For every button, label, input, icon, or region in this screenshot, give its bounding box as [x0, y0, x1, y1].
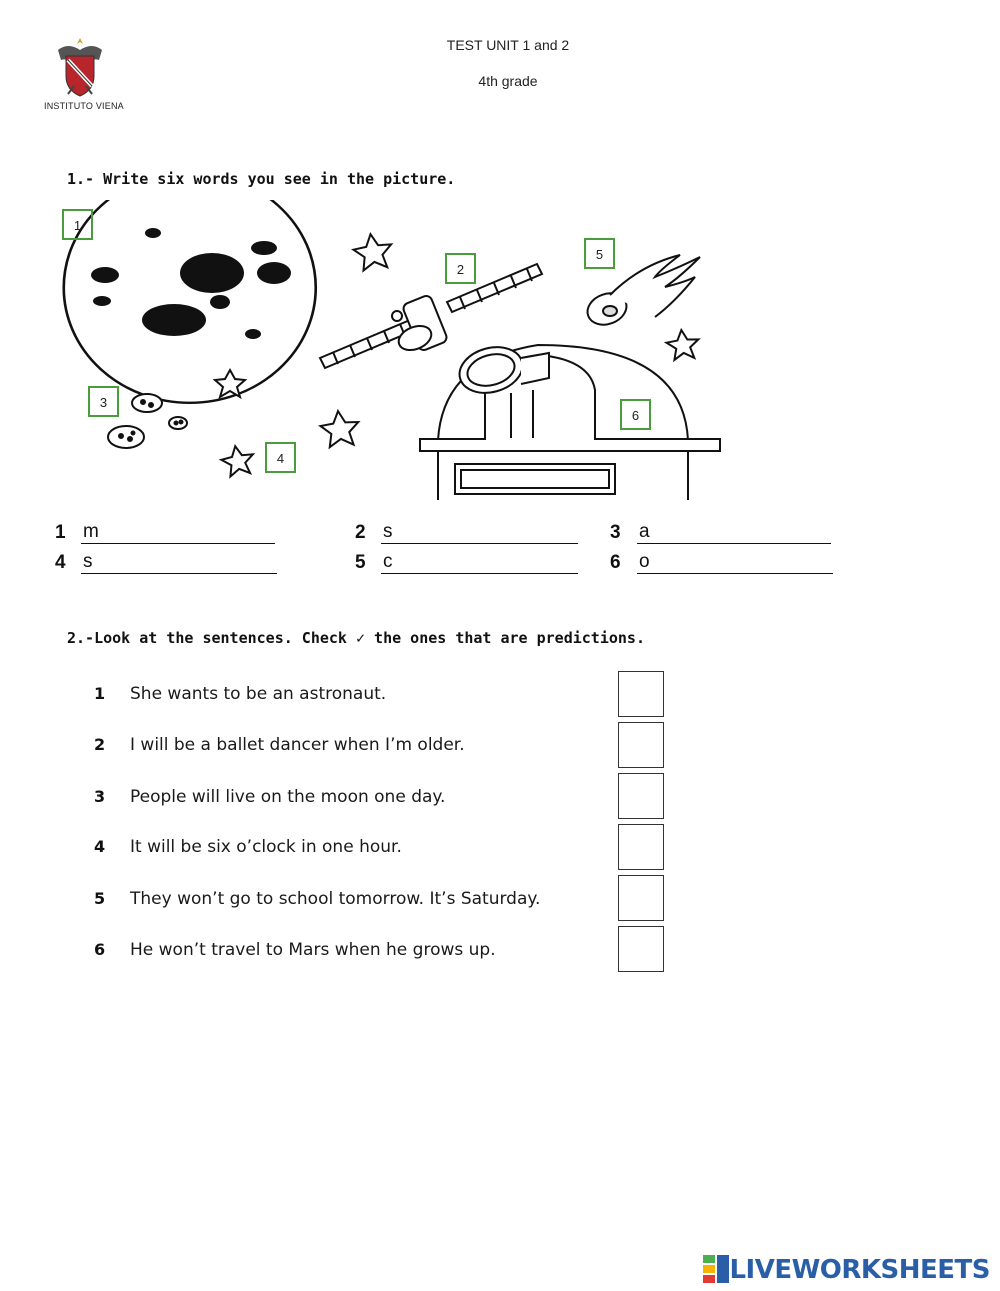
sentence-number: 1 [94, 684, 106, 703]
picture-label-6: 6 [631, 408, 640, 423]
checkbox-sentence-4[interactable] [618, 824, 664, 870]
test-title: TEST UNIT 1 and 2 [446, 37, 570, 53]
picture-label-2: 2 [456, 262, 465, 277]
sentence-number: 5 [94, 889, 106, 908]
answer-input-2[interactable]: s [381, 521, 578, 544]
answer-number: 3 [610, 522, 621, 543]
sentence-text: People will live on the moon one day. [130, 787, 446, 807]
liveworksheets-brand [703, 1252, 990, 1288]
answer-input-1[interactable]: m [81, 521, 275, 544]
checkbox-sentence-5[interactable] [618, 875, 664, 921]
answer-input-5[interactable]: c [381, 551, 578, 574]
sentence-number: 2 [94, 735, 106, 754]
comet-drawing [583, 255, 700, 330]
sentence-number: 4 [94, 837, 106, 856]
brand-name: LIVEWORKSHEETS [729, 1255, 990, 1285]
sentence-text: It will be six o’clock in one hour. [130, 837, 402, 857]
sentence-text: She wants to be an astronaut. [130, 684, 387, 704]
answer-number: 1 [55, 522, 66, 543]
sentence-text: I will be a ballet dancer when I’m older. [130, 735, 465, 755]
grade-label: 4th grade [478, 73, 538, 89]
moon-drawing [64, 200, 316, 403]
checkbox-sentence-3[interactable] [618, 773, 664, 819]
picture-label-1: 1 [73, 218, 82, 233]
picture-label-3: 3 [99, 395, 108, 410]
checkbox-sentence-1[interactable] [618, 671, 664, 717]
answer-number: 6 [610, 552, 621, 573]
sentence-text: He won’t travel to Mars when he grows up. [130, 940, 496, 960]
liveworksheets-logo-icon [703, 1255, 729, 1285]
answer-input-3[interactable]: a [637, 521, 831, 544]
answer-input-6[interactable]: o [637, 551, 833, 574]
question-1-heading: 1.- Write six words you see in the picture. [67, 170, 456, 188]
answer-number: 5 [355, 552, 366, 573]
picture-label-4: 4 [276, 451, 285, 466]
sentence-number: 6 [94, 940, 106, 959]
sentence-text: They won’t go to school tomorrow. It’s Saturday. [130, 889, 541, 909]
answer-number: 2 [355, 522, 366, 543]
sentence-number: 3 [94, 787, 106, 806]
answer-input-4[interactable]: s [81, 551, 277, 574]
space-picture [55, 200, 735, 505]
checkbox-sentence-2[interactable] [618, 722, 664, 768]
school-name: INSTITUTO VIENA [44, 101, 124, 111]
observatory-drawing [420, 340, 720, 500]
picture-label-5: 5 [595, 247, 604, 262]
question-2-heading: 2.-Look at the sentences. Check ✓ the ones that are predictions. [67, 629, 645, 647]
checkbox-sentence-6[interactable] [618, 926, 664, 972]
answer-number: 4 [55, 552, 66, 573]
